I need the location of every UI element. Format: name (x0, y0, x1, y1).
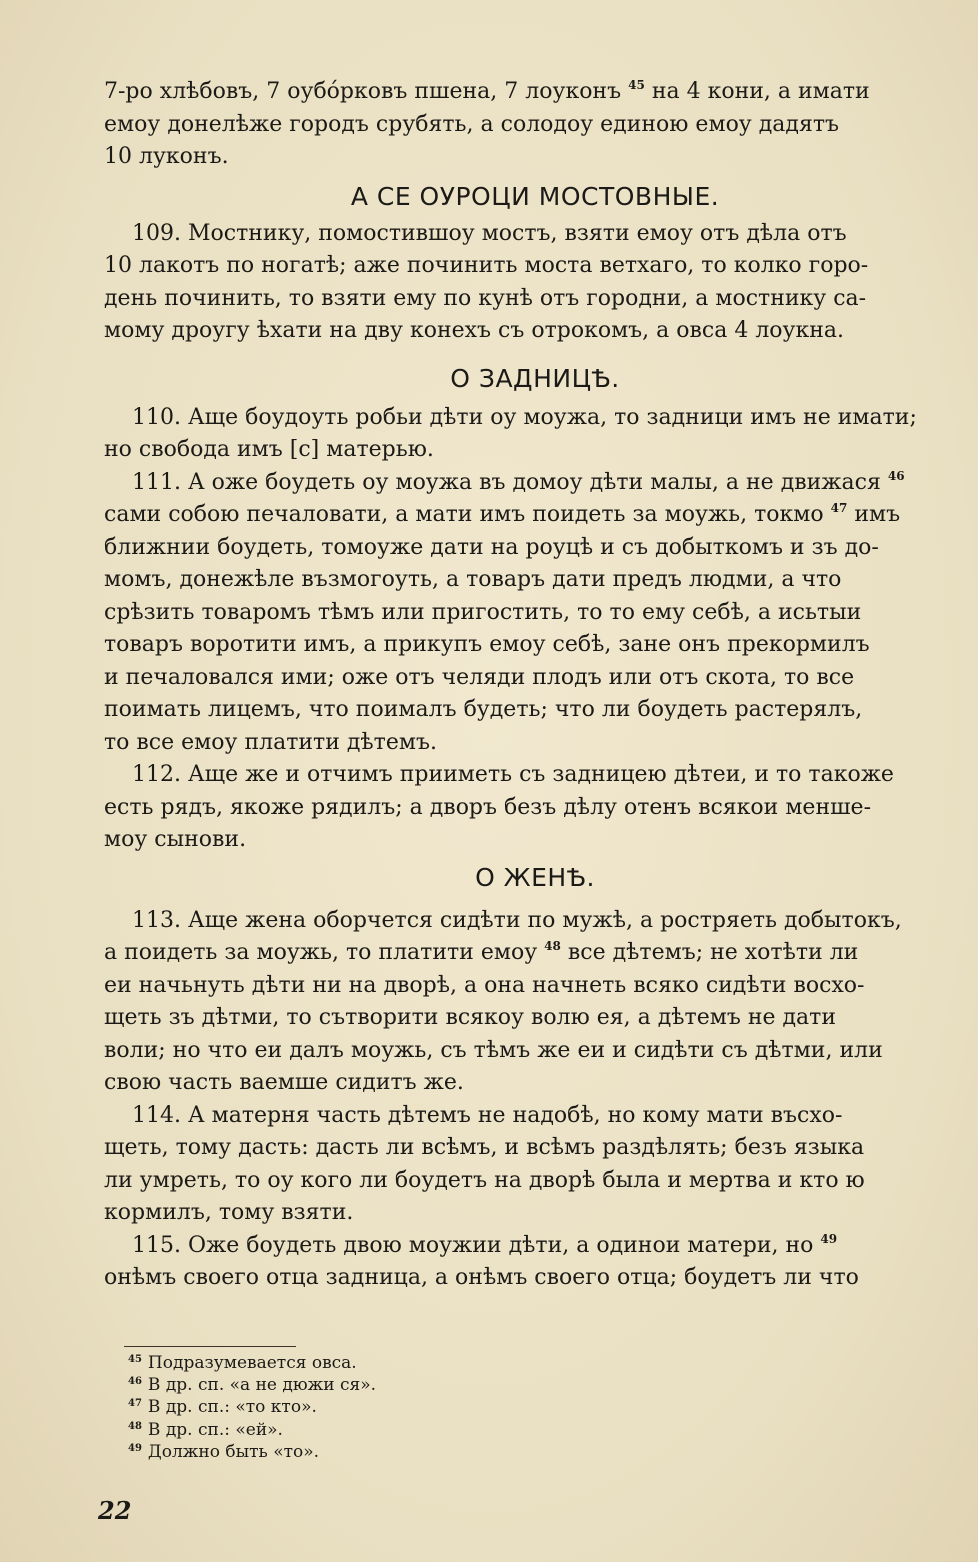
text-line: момъ, донежѣле възмогоуть, а товаръ дати предъ людми, а что (104, 567, 842, 592)
text-line: емоу донелѣже городъ срубять, а солодоу единою емоу дадятъ (104, 111, 840, 137)
footnote-ref[interactable]: 48 (544, 939, 561, 953)
text-line: поимать лицемъ, что поималъ будеть; что ли боудеть растерялъ, (104, 697, 863, 722)
section-heading: О ЖЕНѢ. (475, 862, 595, 892)
text-line: и печаловался ими; оже отъ челяди плодъ или отъ скота, то все (104, 664, 855, 690)
text-line: 7-ро хлѣбовъ, 7 оубо́рковъ пшена, 7 лоуконъ $^{45}$ на 4 кони, а имати (104, 78, 870, 104)
text-line: мому дроугу ѣхати на дву конехъ съ отрокомъ, а овса 4 лоукна. (104, 318, 845, 343)
text-line: то все емоу платити дѣтемъ. (104, 729, 437, 755)
footnote-ref[interactable]: 47 (830, 501, 848, 515)
text-line: 111. А оже боудеть оу моужа въ домоу дѣти малы, а не движася $^{46}$ (132, 468, 905, 495)
text-line: срѣзить товаромъ тѣмъ или пригостить, то то ему себѣ, а исьтыи (104, 599, 862, 625)
text-line: товаръ воротити имъ, а прикупъ емоу себѣ, зане онъ прекормилъ (104, 632, 870, 657)
footnote: $^{45}$ Подразумевается овса. (128, 1353, 357, 1373)
text-line: 112. Аще же и отчимъ прииметь съ задницею дѣтеи, и то такоже (132, 762, 894, 787)
footnote-ref[interactable]: 45 (628, 78, 645, 92)
text-line: 115. Оже боудеть двою моужии дѣти, а одинои матери, но $^{49}$ (132, 1231, 838, 1258)
footnote: $^{47}$ В др. сп.: «то кто». (128, 1397, 317, 1418)
text-line: 10 луконъ. (104, 144, 229, 169)
text-line: 113. Аще жена оборчется сидѣти по мужѣ, а ростряеть добытокъ, (132, 907, 902, 933)
text-line: есть рядъ, якоже рядилъ; а дворъ безъ дѣлу отенъ всякои менше- (104, 794, 872, 820)
text-line: а поидеть за моужь, то платити емоу $^{48}$ все дѣтемъ; не хотѣти ли (104, 939, 859, 965)
text-line: онѣмъ своего отца задница, а онѣмъ своего отца; боудетъ ли что (104, 1265, 859, 1290)
footnote: $^{46}$ В др. сп. «а не дюжи ся». (128, 1375, 377, 1396)
text-line: воли; но что еи далъ моужь, съ тѣмъ же еи и сидѣти съ дѣтми, или (104, 1037, 883, 1063)
text-line: 110. Аще боудоуть робьи дѣти оу моужа, то задници имъ не имати; (132, 404, 917, 430)
text-line: еи начьнуть дѣти ни на дворѣ, а она начнеть всяко сидѣти восхо- (104, 972, 865, 998)
text-line: щеть зъ дѣтми, то сътворити всякоу волю ея, а дѣтемъ не дати (104, 1005, 836, 1030)
main-text (104, 76, 966, 1295)
text-line: но свобода имъ [с] матерью. (104, 437, 434, 462)
footnote-divider (124, 1346, 296, 1347)
text-line: 109. Мостнику, помостившоу мостъ, взяти емоу отъ дѣла отъ (132, 220, 847, 246)
text-line: сами собою печаловати, а мати имъ поидеть за моужь, токмо $^{47}$ имъ (104, 501, 901, 527)
footnote-ref[interactable]: 49 (820, 1231, 838, 1246)
text-line: ли умреть, то оу кого ли боудетъ на дворѣ была и мертва и кто ю (104, 1167, 865, 1193)
text-line: 114. А матерня часть дѣтемъ не надобѣ, но кому мати въсхо- (132, 1102, 843, 1128)
section-heading: А СЕ ОУРОЦИ МОСТОВНЫЕ. (350, 181, 720, 211)
page-number: 22 (98, 1496, 132, 1525)
text-line: кормилъ, тому взяти. (104, 1200, 354, 1225)
text-line: моу сынови. (104, 827, 247, 852)
footnote: $^{48}$ В др. сп.: «ей». (128, 1419, 283, 1440)
text-line: ближнии боудеть, томоуже дати на роуцѣ и съ добыткомъ и зъ до- (104, 534, 879, 560)
section-heading: О ЗАДНИЦѢ. (450, 363, 620, 393)
footnotes (128, 1352, 628, 1463)
footnote-ref[interactable]: 46 (887, 468, 905, 483)
text-line: щеть, тому дасть: дасть ли всѣмъ, и всѣмъ раздѣлять; безъ языка (104, 1135, 865, 1160)
text-line: свою часть ваемше сидитъ же. (104, 1070, 464, 1095)
text-line: день починить, то взяти ему по кунѣ отъ городни, а мостнику са- (104, 285, 867, 311)
footnote: $^{49}$ Должно быть «то». (128, 1441, 320, 1462)
text-line: 10 лакотъ по ногатѣ; аже починить моста ветхаго, то колко горо- (104, 253, 869, 278)
